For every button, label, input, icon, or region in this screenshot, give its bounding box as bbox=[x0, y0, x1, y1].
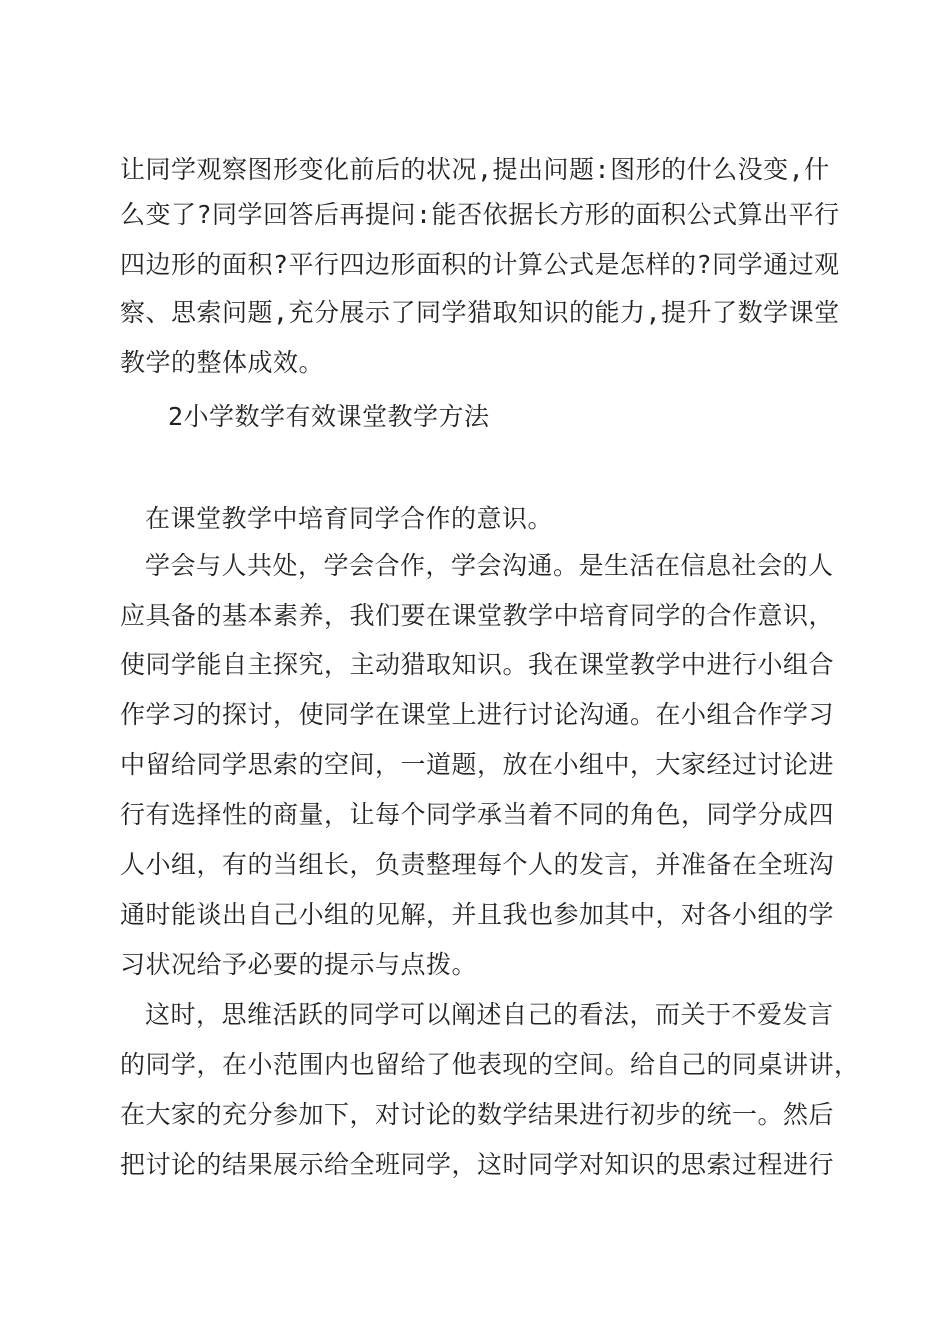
paragraph-2-line-6: 行有选择性的商量，让每个同学承当着不同的角色，同学分成四 bbox=[120, 800, 835, 829]
paragraph-2-line-2: 应具备的基本素养，我们要在课堂教学中培育同学的合作意识， bbox=[120, 601, 835, 630]
paragraph-1-line-4: 察、思索问题,充分展示了同学猎取知识的能力,提升了数学课堂 bbox=[120, 298, 840, 327]
paragraph-2-line-7: 人小组，有的当组长，负责整理每个人的发言，并准备在全班沟 bbox=[120, 850, 835, 879]
paragraph-2-line-3: 使同学能自主探究，主动猎取知识。我在课堂教学中进行小组合 bbox=[120, 650, 835, 679]
paragraph-2-line-5: 中留给同学思索的空间，一道题，放在小组中，大家经过讨论进 bbox=[120, 750, 835, 779]
paragraph-3-line-1: 这时，思维活跃的同学可以阐述自己的看法，而关于不爱发言 bbox=[145, 1000, 834, 1029]
paragraph-1-line-5: 教学的整体成效。 bbox=[120, 348, 325, 377]
subheading: 在课堂教学中培育同学合作的意识。 bbox=[145, 504, 554, 533]
paragraph-3-line-2: 的同学，在小范围内也留给了他表现的空间。给自己的同桌讲讲， bbox=[120, 1050, 860, 1079]
paragraph-2-line-9: 习状况给予必要的提示与点拨。 bbox=[120, 950, 478, 979]
paragraph-3-line-4: 把讨论的结果展示给全班同学，这时同学对知识的思索过程进行 bbox=[120, 1150, 835, 1179]
paragraph-2-line-8: 通时能谈出自己小组的见解，并且我也参加其中，对各小组的学 bbox=[120, 900, 835, 929]
paragraph-3-line-3: 在大家的充分参加下，对讨论的数学结果进行初步的统一。然后 bbox=[120, 1100, 835, 1129]
paragraph-1-line-1: 让同学观察图形变化前后的状况,提出问题:图形的什么没变,什 bbox=[120, 155, 830, 184]
paragraph-2-line-4: 作学习的探讨，使同学在课堂上进行讨论沟通。在小组合作学习 bbox=[120, 700, 835, 729]
paragraph-1-line-2: 么变了?同学回答后再提问:能否依据长方形的面积公式算出平行 bbox=[120, 200, 840, 229]
paragraph-1-line-3: 四边形的面积?平行四边形面积的计算公式是怎样的?同学通过观 bbox=[120, 250, 840, 279]
paragraph-2-line-1: 学会与人共处，学会合作，学会沟通。是生活在信息社会的人 bbox=[145, 551, 834, 580]
section-heading-2: 2小学数学有效课堂教学方法 bbox=[168, 402, 490, 431]
